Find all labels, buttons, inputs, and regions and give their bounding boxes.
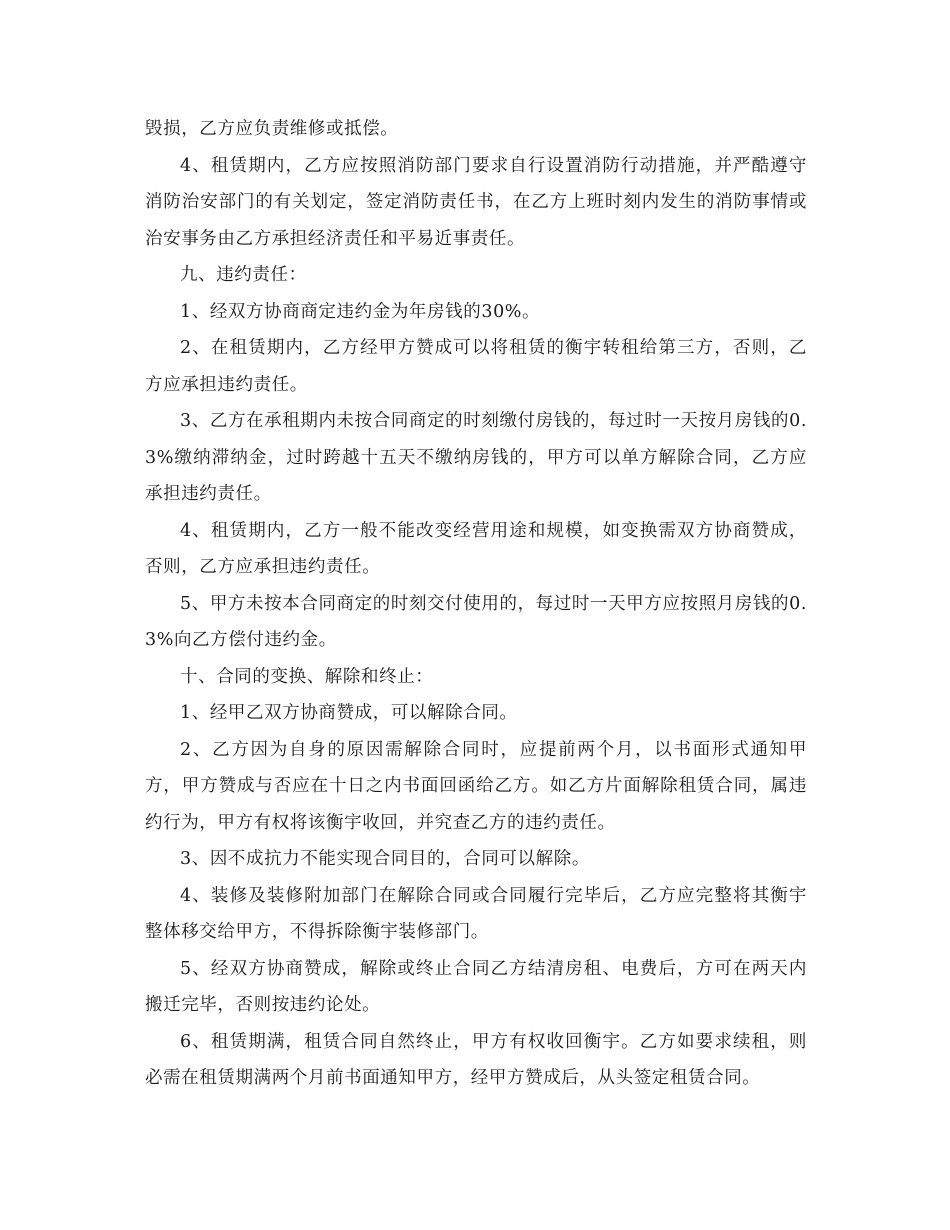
paragraph-early-termination: 2、乙方因为自身的原因需解除合同时，应提前两个月，以书面形式通知甲方，甲方赞成与否应在十日之内书面回函给乙方。如乙方片面解除租赁合同，属违约行为，甲方有权将该衡宇收回，并究查乙方的违约责任。 [145,739,807,833]
paragraph-damage-continuation: 毁损，乙方应负责维修或抵偿。 [145,119,399,139]
paragraph-sublease: 2、在租赁期内，乙方经甲方赞成可以将租赁的衡宇转租给第三方，否则，乙方应承担违约责任。 [145,338,807,395]
paragraph-force-majeure: 3、因不成抗力不能实现合同目的，合同可以解除。 [180,849,590,869]
paragraph-usage-change: 4、租赁期内，乙方一般不能改变经营用途和规模，如变换需双方协商赞成，否则，乙方应承担违约责任。 [145,520,807,577]
paragraph-penalty-rate: 1、经双方协商商定违约金为年房钱的30%。 [180,301,541,322]
paragraph-move-out: 5、经双方协商赞成，解除或终止合同乙方结清房租、电费后，方可在两天内搬迁完毕，否则按违约论处。 [145,958,807,1015]
section-heading-breach-liability: 九、违约责任： [180,265,307,285]
paragraph-mutual-termination: 1、经甲乙双方协商赞成，可以解除合同。 [180,703,518,723]
paragraph-late-rent: 3、乙方在承租期内未按合同商定的时刻缴付房钱的，每过时一天按月房钱的0.3%缴纳滞纳金，过时跨越十五天不缴纳房钱的，甲方可以单方解除合同，乙方应承担违约责任。 [145,411,807,504]
paragraph-late-delivery: 5、甲方未按本合同商定的时刻交付使用的，每过时一天甲方应按照月房钱的0.3%向乙方偿付违约金。 [145,593,807,650]
paragraph-fire-safety: 4、租赁期内，乙方应按照消防部门要求自行设置消防行动措施，并严酷遵守消防治安部门的有关划定，签定消防责任书，在乙方上班时刻内发生的消防事情或治安事务由乙方承担经济责任和平易近事责任。 [145,155,807,249]
section-heading-contract-change: 十、合同的变换、解除和终止： [180,666,434,687]
document-body [145,111,807,1097]
paragraph-lease-expiry: 6、租赁期满，租赁合同自然终止，甲方有权收回衡宇。乙方如要求续租，则必需在租赁期满两个月前书面通知甲方，经甲方赞成后，从头签定租赁合同。 [145,1031,807,1088]
paragraph-renovation-handover: 4、装修及装修附加部门在解除合同或合同履行完毕后，乙方应完整将其衡宇整体移交给甲方，不得拆除衡宇装修部门。 [145,885,807,942]
